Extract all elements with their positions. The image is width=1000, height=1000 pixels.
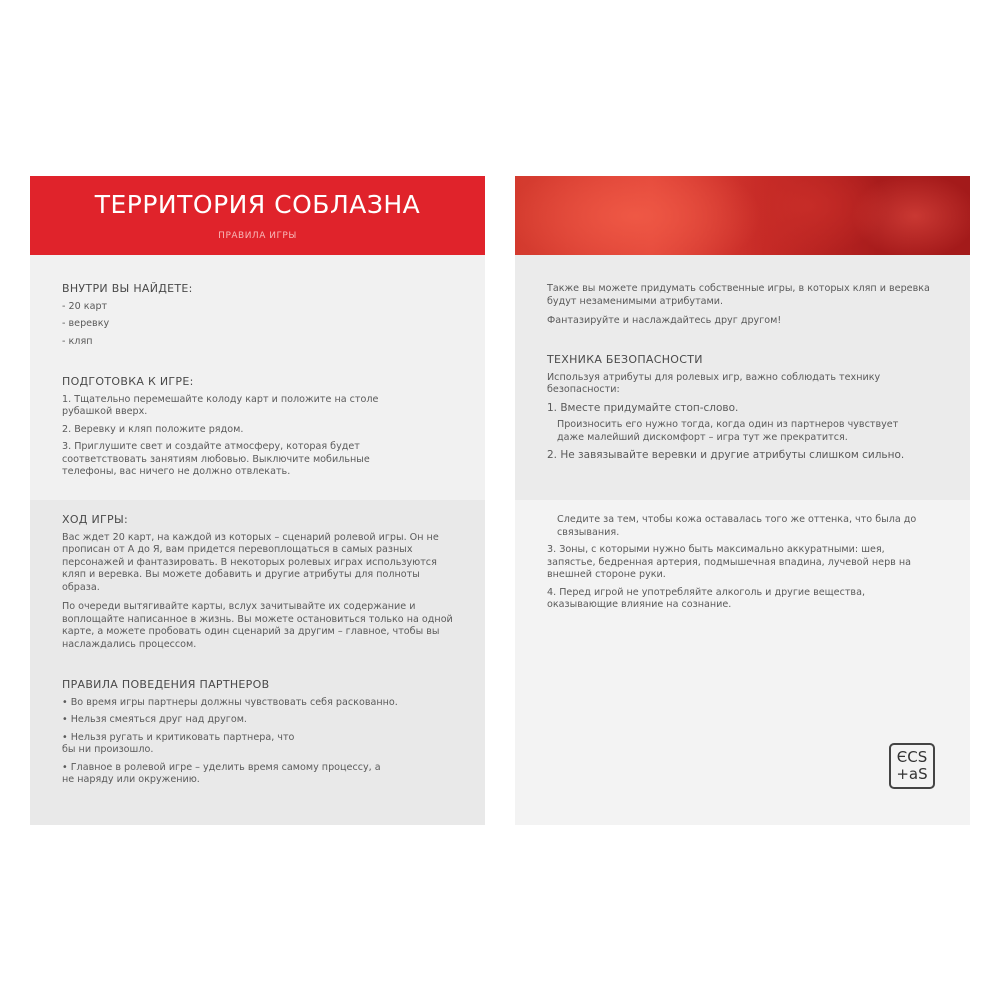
title-banner bbox=[30, 176, 485, 255]
list-item: • Нельзя ругать и критиковать партнера, что бы ни произошло. bbox=[62, 731, 295, 755]
list-item: 1. Тщательно перемешайте колоду карт и положите на столе рубашкой вверх. bbox=[62, 393, 379, 417]
list-item: - веревку bbox=[62, 318, 110, 329]
page-title: ТЕРРИТОРИЯ СОБЛАЗНА bbox=[94, 190, 421, 219]
rules-page-right bbox=[515, 176, 970, 825]
intro-section bbox=[547, 283, 930, 335]
partner-rules-heading: ПРАВИЛА ПОВЕДЕНИЯ ПАРТНЕРОВ bbox=[62, 678, 270, 691]
list-item: - кляп bbox=[62, 335, 93, 347]
list-item: - 20 карт bbox=[62, 300, 108, 312]
list-item: 3. Зоны, с которыми нужно быть максимально аккуратными: шея, запястье, бедренная артерия, подмышечная впадина, лучевой нерв на внешней стороне руки. bbox=[547, 544, 912, 580]
logo-line-2: +aS bbox=[896, 765, 928, 783]
safety-heading: ТЕХНИКА БЕЗОПАСНОСТИ bbox=[547, 353, 703, 366]
list-item: • Главное в ролевой игре – уделить время самому процессу, а не наряду или окружению. bbox=[62, 761, 381, 785]
logo-line-1: ЄCS bbox=[896, 748, 928, 766]
list-item: 3. Приглушите свет и создайте атмосферу, которая будет соответствовать занятиям любовью. Выключите мобильные телефоны, вас ничего не должно отвлекать. bbox=[62, 441, 370, 477]
list-item: • Во время игры партнеры должны чувствовать себя раскованно. bbox=[62, 696, 398, 708]
paragraph: Вас ждет 20 карт, на каждой из которых – сценарий ролевой игры. Он не прописан от А до Я, вам придется перевоплощаться в самых разных персонажей и фантазировать. В некоторых ролевых играх используются кляп и веревка. Вы можете добавить и другие атрибуты для полноты образа. bbox=[62, 531, 439, 593]
safety-section-continued bbox=[547, 514, 920, 617]
header-photo bbox=[515, 176, 970, 255]
contents-section bbox=[62, 283, 465, 353]
paragraph: Фантазируйте и наслаждайтесь друг другом! bbox=[547, 315, 782, 326]
list-item: • Нельзя смеяться друг над другом. bbox=[62, 714, 247, 725]
page-subtitle: ПРАВИЛА ИГРЫ bbox=[218, 231, 297, 241]
paragraph: По очереди вытягивайте карты, вслух зачитывайте их содержание и воплощайте написанное в жизнь. Вы можете остановиться только на одной карте, а можете пробовать один сценарий за другим – главное, чтобы вы наслаждались процессом. bbox=[62, 601, 453, 650]
ecstas-logo bbox=[889, 743, 935, 789]
list-item-note: Произносить его нужно тогда, когда один из партнеров чувствует даже малейший дискомфорт – игра тут же прекратится. bbox=[557, 419, 899, 443]
partner-rules-section bbox=[62, 679, 455, 792]
list-item: 2. Не завязывайте веревки и другие атрибуты слишком сильно. bbox=[547, 449, 905, 461]
preparation-section bbox=[62, 376, 385, 484]
gameplay-section bbox=[62, 514, 455, 658]
rules-page-left bbox=[30, 176, 485, 825]
list-item: 1. Вместе придумайте стоп-слово. bbox=[547, 401, 739, 414]
preparation-heading: ПОДГОТОВКА К ИГРЕ: bbox=[62, 375, 194, 388]
list-item: 2. Веревку и кляп положите рядом. bbox=[62, 423, 244, 435]
gameplay-heading: ХОД ИГРЫ: bbox=[62, 513, 128, 526]
safety-intro: Используя атрибуты для ролевых игр, важно соблюдать технику безопасности: bbox=[547, 371, 881, 395]
paragraph: Также вы можете придумать собственные игры, в которых кляп и веревка будут незаменимыми атрибутами. bbox=[547, 283, 930, 307]
list-item: 4. Перед игрой не употребляйте алкоголь и другие вещества, оказывающие влияние на сознание. bbox=[547, 586, 866, 610]
contents-heading: ВНУТРИ ВЫ НАЙДЕТЕ: bbox=[62, 282, 193, 295]
list-item-note: Следите за тем, чтобы кожа оставалась того же оттенка, что была до связывания. bbox=[557, 514, 917, 538]
safety-section bbox=[547, 354, 920, 467]
